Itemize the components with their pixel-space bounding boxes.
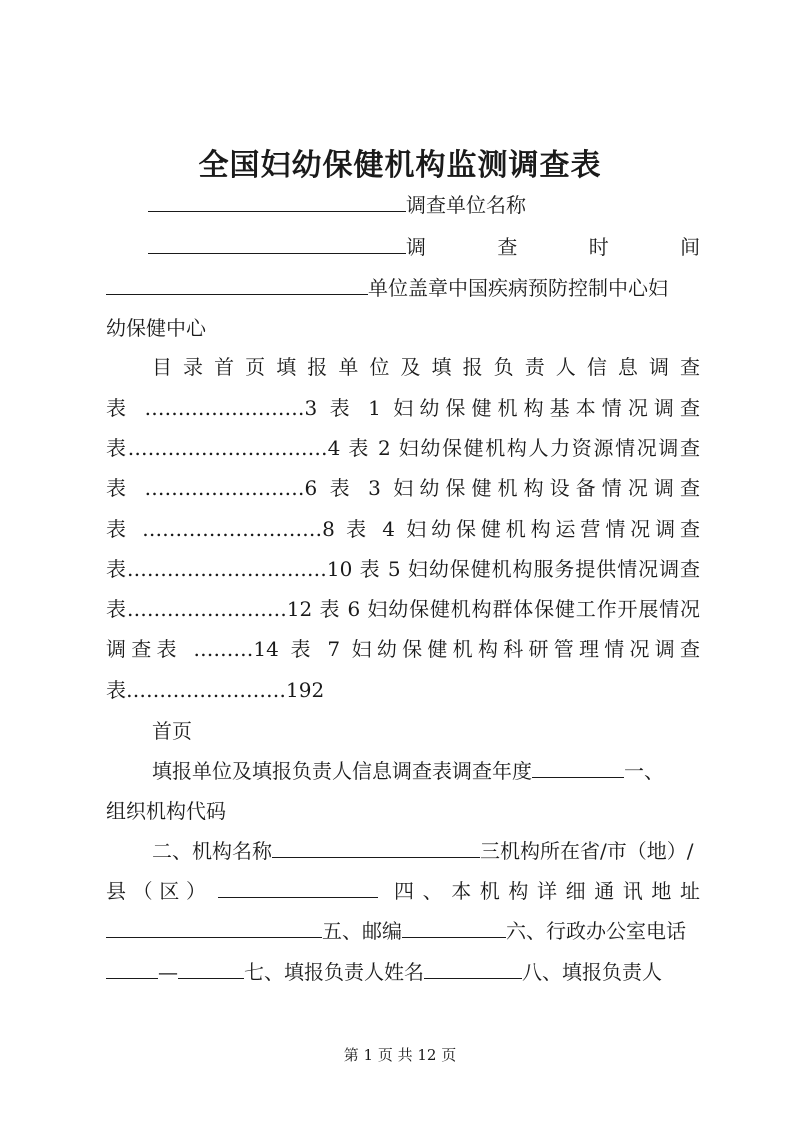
first-page-heading: 首页 (152, 719, 192, 743)
toc-line-1: 目录首页填报单位及填报负责人信息调查 (152, 355, 700, 379)
toc-line-9: 表……………………192 (106, 678, 325, 702)
toc-line-7: 表……………………12 表 6 妇幼保健机构群体保健工作开展情况 (106, 597, 700, 621)
first-page-line-5 (106, 916, 700, 946)
responsible-name-label: 七、填报负责人姓名 (244, 960, 424, 984)
responsible-name-blank[interactable] (424, 960, 522, 979)
stamp-label: 单位盖章中国疾病预防控制中心妇 (368, 276, 668, 300)
phone-area-blank[interactable] (106, 960, 158, 979)
org-name-label: 二、机构名称 (152, 839, 272, 863)
item-one-label: 一、 (624, 759, 664, 783)
first-page-line-1 (152, 756, 700, 786)
county-label: 县（区） (106, 879, 206, 903)
survey-year-blank[interactable] (532, 759, 624, 778)
postcode-label: 五、邮编 (322, 919, 402, 943)
stamp-blank[interactable] (106, 276, 368, 295)
page-footer: 第 1 页 共 12 页 (343, 1046, 457, 1064)
unit-name-label: 调查单位名称 (406, 193, 526, 217)
phone-dash: — (158, 960, 178, 984)
org-code-label: 组织机构代码 (106, 799, 226, 823)
org-name-blank[interactable] (272, 839, 480, 858)
first-page-line-6 (106, 957, 700, 987)
unit-name-blank[interactable] (148, 193, 406, 212)
toc-line-3: 表…………………………4 表 2 妇幼保健机构人力资源情况调查 (106, 436, 700, 460)
phone-number-blank[interactable] (178, 960, 244, 979)
toc-line-8: 调查表 ………14 表 7 妇幼保健机构科研管理情况调查 (106, 637, 700, 661)
survey-year-label: 填报单位及填报负责人信息调查表调查年度 (152, 759, 532, 783)
survey-time-line (106, 232, 700, 262)
toc-line-4: 表 ……………………6 表 3 妇幼保健机构设备情况调查 (106, 476, 700, 500)
province-label: 三机构所在省/市（地）/ (480, 839, 694, 863)
address-label: 四、本机构详细通讯地址 (394, 879, 700, 903)
document-title: 全国妇幼保健机构监测调查表 (198, 148, 602, 183)
survey-time-label: 调 查 时 间 (406, 235, 701, 259)
first-page-line-4 (106, 876, 700, 906)
office-phone-label: 六、行政办公室电话 (506, 919, 686, 943)
toc-line-2: 表 ……………………3 表 1 妇幼保健机构基本情况调查 (106, 396, 700, 420)
item-eight-label: 八、填报负责人 (522, 960, 662, 984)
postcode-blank[interactable] (402, 919, 506, 938)
unit-name-line (106, 190, 700, 220)
county-blank[interactable] (218, 879, 378, 898)
stamp-line-cont: 幼保健中心 (106, 316, 206, 340)
toc-line-6: 表…………………………10 表 5 妇幼保健机构服务提供情况调查 (106, 557, 700, 581)
stamp-line (106, 273, 700, 303)
first-page-line-3 (152, 836, 700, 866)
survey-time-blank[interactable] (148, 235, 406, 254)
address-blank[interactable] (106, 919, 322, 938)
toc-line-5: 表 ………………………8 表 4 妇幼保健机构运营情况调查 (106, 517, 700, 541)
